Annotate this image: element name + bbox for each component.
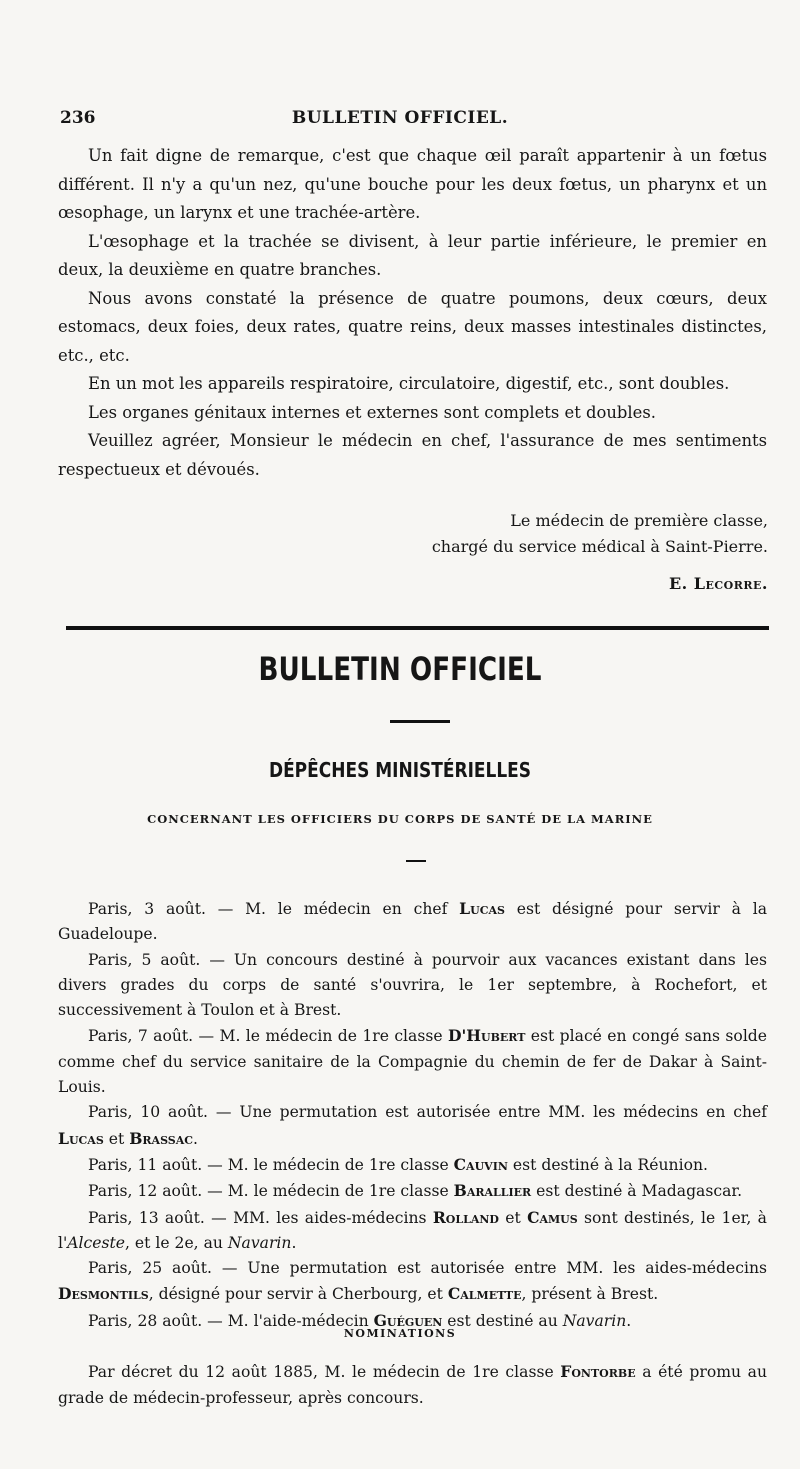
- page-number: 236: [60, 108, 96, 128]
- dispatch-item: Paris, 7 août. — M. le médecin de 1re classe D'Hubert est placé en congé sans solde comme chef du service sanitaire de la Compagnie du chemin de fer de Dakar à Saint-Louis.: [58, 1026, 768, 1097]
- nominations-heading: NOMINATIONS: [343, 1327, 457, 1340]
- letter-paragraph: Les organes génitaux internes et externes sont complets et doubles.: [88, 402, 656, 422]
- letter-paragraph: Nous avons constaté la présence de quatre poumons, deux cœurs, deux estomacs, deux foies, deux rates, quatre reins, deux masses intestinales distinctes, etc., etc.: [58, 288, 767, 365]
- dispatch-item: Paris, 25 août. — Une permutation est autorisée entre MM. les aides-médecins Desmontils, désigné pour servir à Cherbourg, et Calmette, présent à Brest.: [58, 1259, 767, 1304]
- running-title: BULLETIN OFFICIEL.: [291, 108, 509, 128]
- letter-body: [58, 142, 767, 484]
- signature-line: Le médecin de première classe,: [510, 511, 768, 530]
- dispatch-item: Paris, 10 août. — Une permutation est autorisée entre MM. les médecins en chef Lucas et Brassac.: [58, 1103, 767, 1148]
- letter-paragraph: L'œsophage et la trachée se divisent, à leur partie inférieure, le premier en deux, la deuxième en quatre branches.: [58, 231, 767, 279]
- signature-author: E. Lecorre.: [668, 574, 768, 593]
- dispatch-item: Paris, 28 août. — M. l'aide-médecin Guéguen est destiné au Navarin.: [88, 1310, 632, 1330]
- signature-line: chargé du service médical à Saint-Pierre.: [431, 537, 768, 556]
- dispatch-item: Paris, 5 août. — Un concours destiné à pourvoir aux vacances existant dans les divers grades du corps de santé s'ouvrira, le 1er septembre, à Rochefort, et successivement à Toulon et à Brest.: [58, 950, 767, 1020]
- running-header: [60, 108, 740, 134]
- signature-block: [58, 508, 768, 597]
- title-rule: [390, 720, 450, 723]
- dispatch-item: Paris, 3 août. — M. le médecin en chef Lucas est désigné pour servir à la Guadeloupe.: [58, 899, 767, 944]
- section-title: BULLETIN OFFICIEL: [258, 650, 542, 688]
- section-subsubtitle: CONCERNANT LES OFFICIERS DU CORPS DE SANTÉ DE LA MARINE: [147, 812, 653, 826]
- letter-paragraph: Veuillez agréer, Monsieur le médecin en chef, l'assurance de mes sentiments respectueux et dévoués.: [58, 431, 767, 479]
- section-subtitle: DÉPÊCHES MINISTÉRIELLES: [268, 758, 532, 782]
- section-divider: [66, 626, 769, 630]
- dispatch-list: [58, 896, 767, 1334]
- letter-paragraph: En un mot les appareils respiratoire, circulatoire, digestif, etc., sont doubles.: [88, 374, 730, 393]
- letter-paragraph: Un fait digne de remarque, c'est que chaque œil paraît appartenir à un fœtus différent. Il n'y a qu'un nez, qu'une bouche pour les deux fœtus, un pharynx et un œsophage, un larynx et une trachée-artère.: [58, 146, 767, 222]
- nomination-text: [58, 1359, 767, 1411]
- subtitle-rule: [406, 860, 426, 862]
- dispatch-item: Paris, 12 août. — M. le médecin de 1re classe Barallier est destiné à Madagascar.: [88, 1181, 743, 1201]
- nomination-item: Par décret du 12 août 1885, M. le médecin de 1re classe Fontorbe a été promu au grade de médecin-professeur, après concours.: [58, 1362, 767, 1407]
- dispatch-item: Paris, 11 août. — M. le médecin de 1re classe Cauvin est destiné à la Réunion.: [88, 1154, 708, 1174]
- dispatch-item: Paris, 13 août. — MM. les aides-médecins Rolland et Camus sont destinés, le 1er, à l'Alceste, et le 2e, au Navarin.: [58, 1207, 767, 1252]
